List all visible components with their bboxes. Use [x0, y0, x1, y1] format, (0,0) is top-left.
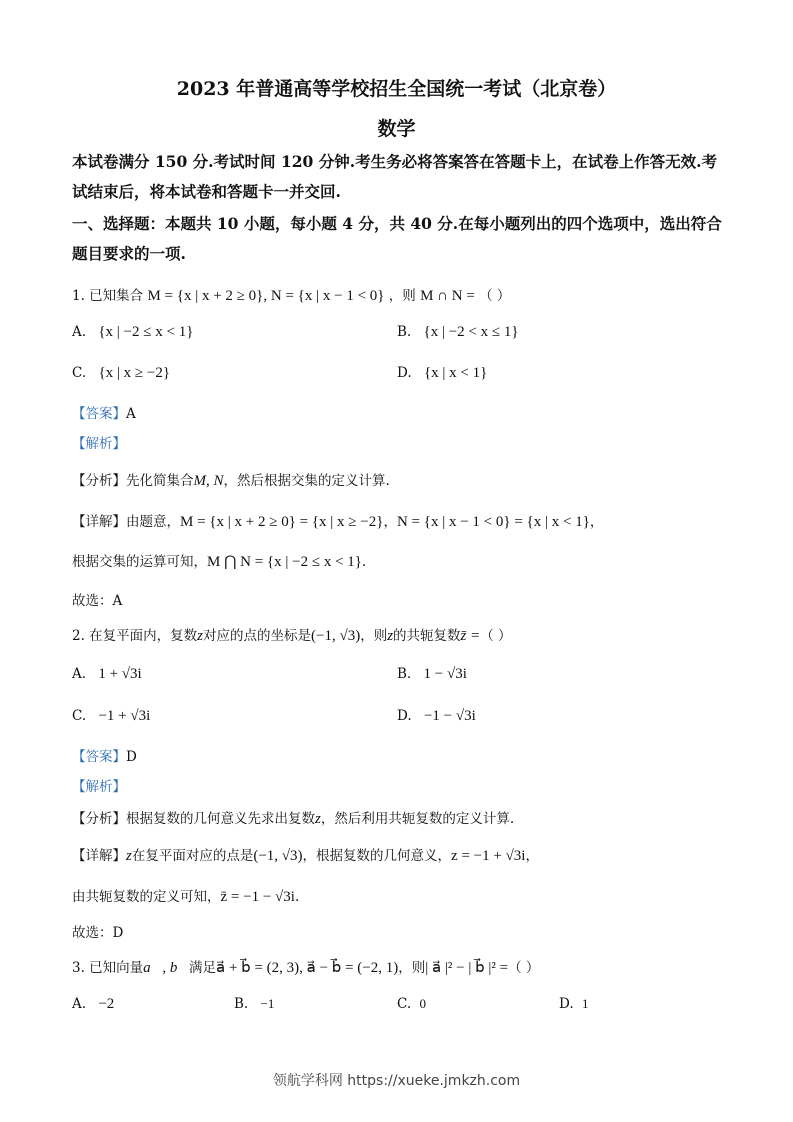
q2-stem-mid2: ，则	[360, 628, 388, 644]
q2-option-c-math: −1 + √3i	[98, 708, 151, 724]
q2-answer-tag: 【答案】	[72, 749, 126, 765]
q2-fenxi-text1: 根据复数的几何意义先求出复数	[126, 811, 315, 827]
q1-stem-mid: ，则	[388, 288, 416, 304]
q2-option-b-label: B.	[397, 666, 412, 682]
q2-fenxi-text2: ，然后利用共轭复数的定义计算.	[320, 811, 515, 827]
q3-stem-math2: | a⃗ |² − | b⃗ |² =	[425, 960, 509, 976]
q1-stem-math2: M ∩ N =	[420, 288, 475, 304]
q1-option-c-math: {x | x ≥ −2}	[98, 365, 171, 381]
q2-xiangjie-text2: ，根据复数的几何意义，	[302, 848, 452, 864]
q1-option-b	[397, 324, 519, 341]
q1-option-a-label: A.	[72, 324, 87, 340]
section-heading-line-1: 一、选择题：本题共 10 小题，每小题 4 分，共 40 分.在每小题列出的四个选项中，选出符合	[72, 214, 722, 233]
q2-analysis	[72, 775, 126, 795]
q2-stem-mid3: 的共轭复数	[393, 628, 461, 644]
q2-line2	[72, 885, 299, 906]
q1-xiangjie-math1: M = {x | x + 2 ≥ 0} = {x | x ≥ −2}	[180, 514, 384, 530]
q3-option-c-label: C.	[397, 996, 412, 1012]
q2-stem	[72, 624, 512, 645]
q2-stem-prefix: 2. 在复平面内，复数	[72, 628, 198, 644]
q3-stem-vec: a⃗, b⃗	[143, 960, 190, 976]
q1-option-d-math: {x | x < 1}	[423, 365, 488, 381]
q1-fenxi-text2: ，然后根据交集的定义计算.	[223, 473, 390, 489]
q2-option-c-label: C.	[72, 708, 87, 724]
q1-fenxi-text1: 先化简集合	[126, 473, 194, 489]
q1-answer-value: A	[126, 406, 136, 422]
page-title: 2023 年普通高等学校招生全国统一考试（北京卷）	[176, 78, 617, 100]
q2-option-b	[397, 666, 467, 683]
q1-option-a-math: {x | −2 ≤ x < 1}	[98, 324, 194, 340]
instructions-line-2: 试结束后，将本试卷和答题卡一并交回.	[72, 182, 341, 201]
q2-stem-zbar: z̄ =	[460, 628, 481, 644]
q2-option-d	[397, 708, 476, 725]
q1-option-d	[397, 365, 487, 382]
q1-option-d-label: D.	[397, 365, 412, 381]
q1-conclusion: 故选：A	[72, 593, 123, 609]
q1-line2-end: .	[362, 554, 367, 570]
q1-option-b-math: {x | −2 < x ≤ 1}	[423, 324, 519, 340]
q2-analysis-tag: 【解析】	[72, 779, 126, 795]
q2-xiangjie-end: ，	[525, 848, 539, 864]
q3-option-b-math: −1	[260, 996, 275, 1011]
q3-stem-mid: 满足	[189, 960, 217, 976]
q3-stem-prefix: 3. 已知向量	[72, 960, 144, 976]
q2-fenxi	[72, 807, 514, 828]
q1-option-c-label: C.	[72, 365, 87, 381]
q3-stem-paren: （ ）	[508, 960, 540, 976]
q1-line2	[72, 550, 366, 571]
q1-stem-math: M = {x | x + 2 ≥ 0}, N = {x | x − 1 < 0}	[147, 288, 385, 304]
q2-stem-z: z	[197, 628, 204, 644]
q1-xiangjie-text1: 由题意，	[126, 514, 180, 530]
q1-xiangjie-end: ，	[589, 514, 604, 530]
q1-stem	[72, 284, 510, 305]
q2-option-d-label: D.	[397, 708, 412, 724]
q2-line2-text: 由共轭复数的定义可知，	[72, 889, 221, 905]
q1-option-c	[72, 365, 170, 382]
q3-option-d	[559, 996, 588, 1012]
q2-xiangjie-math: z = −1 + √3i	[451, 848, 526, 864]
q2-option-c	[72, 708, 150, 725]
q3-option-a-math: −2	[98, 996, 115, 1012]
q3-option-d-math: 1	[581, 996, 589, 1011]
q1-answer-tag: 【答案】	[72, 406, 126, 422]
q2-line2-math: z̄ = −1 − √3i	[220, 889, 295, 905]
q3-option-d-label: D.	[559, 996, 574, 1012]
q3-option-a	[72, 996, 114, 1013]
q3-option-c	[397, 996, 426, 1012]
q2-option-a-label: A.	[72, 666, 87, 682]
q3-stem-mid2: ，则	[398, 960, 426, 976]
q2-option-b-math: 1 − √3i	[423, 666, 467, 682]
q2-xiangjie-coord: (−1, √3)	[253, 848, 303, 864]
q1-line2-text: 根据交集的运算可知，	[72, 554, 207, 570]
q2-xiangjie-text1: 在复平面对应的点是	[131, 848, 254, 864]
q1-stem-prefix: 1. 已知集合	[72, 288, 144, 304]
q1-xiangjie-sep: ，	[383, 514, 397, 530]
q1-fenxi	[72, 469, 390, 490]
q2-stem-mid: 对应的点的坐标是	[203, 628, 312, 644]
q2-conclusion: 故选：D	[72, 925, 124, 941]
q3-option-b-label: B.	[234, 996, 249, 1012]
q1-answer	[72, 402, 136, 422]
subject-title: 数学	[377, 118, 416, 140]
q2-option-a	[72, 666, 142, 683]
q1-analysis	[72, 432, 126, 452]
q2-answer	[72, 745, 137, 765]
q2-answer-value: D	[126, 749, 137, 765]
q2-line2-end: .	[294, 889, 300, 905]
q2-option-d-math: −1 − √3i	[423, 708, 476, 724]
q2-fenxi-tag: 【分析】	[72, 811, 126, 827]
q3-option-a-label: A.	[72, 996, 87, 1012]
q1-fenxi-tag: 【分析】	[72, 473, 126, 489]
q1-option-b-label: B.	[397, 324, 412, 340]
q1-line2-math: M ⋂ N = {x | −2 ≤ x < 1}	[207, 554, 362, 570]
q2-option-a-math: 1 + √3i	[98, 666, 142, 682]
q3-stem	[72, 956, 539, 977]
q2-stem-paren: （ ）	[480, 628, 512, 644]
q1-option-a	[72, 324, 193, 341]
q1-fenxi-math: M, N	[193, 473, 224, 489]
q3-option-b	[234, 996, 274, 1012]
q2-fenxi-z: z	[315, 811, 321, 827]
q2-xiangjie	[72, 844, 539, 865]
q1-xiangjie	[72, 510, 603, 531]
q2-stem-z2: z	[387, 628, 394, 644]
instructions-line-1: 本试卷满分 150 分.考试时间 120 分钟.考生务必将答案答在答题卡上，在试卷上作答无效.考	[72, 152, 717, 171]
q1-stem-paren: （ ）	[479, 288, 511, 304]
section-heading-line-2: 题目要求的一项.	[72, 244, 186, 263]
q2-stem-coord: (−1, √3)	[311, 628, 361, 644]
q3-option-c-math: 0	[419, 996, 426, 1011]
q1-xiangjie-math2: N = {x | x − 1 < 0} = {x | x < 1}	[396, 514, 590, 530]
q1-analysis-tag: 【解析】	[72, 436, 126, 452]
footer-watermark: 领航学科网 https://xueke.jmkzh.com	[272, 1073, 521, 1089]
q2-xiangjie-tag: 【详解】	[72, 848, 126, 864]
q1-xiangjie-tag: 【详解】	[72, 514, 126, 530]
q2-xiangjie-z: z	[126, 848, 132, 864]
q3-stem-math: a⃗ + b⃗ = (2, 3), a⃗ − b⃗ = (−2, 1)	[216, 960, 399, 976]
